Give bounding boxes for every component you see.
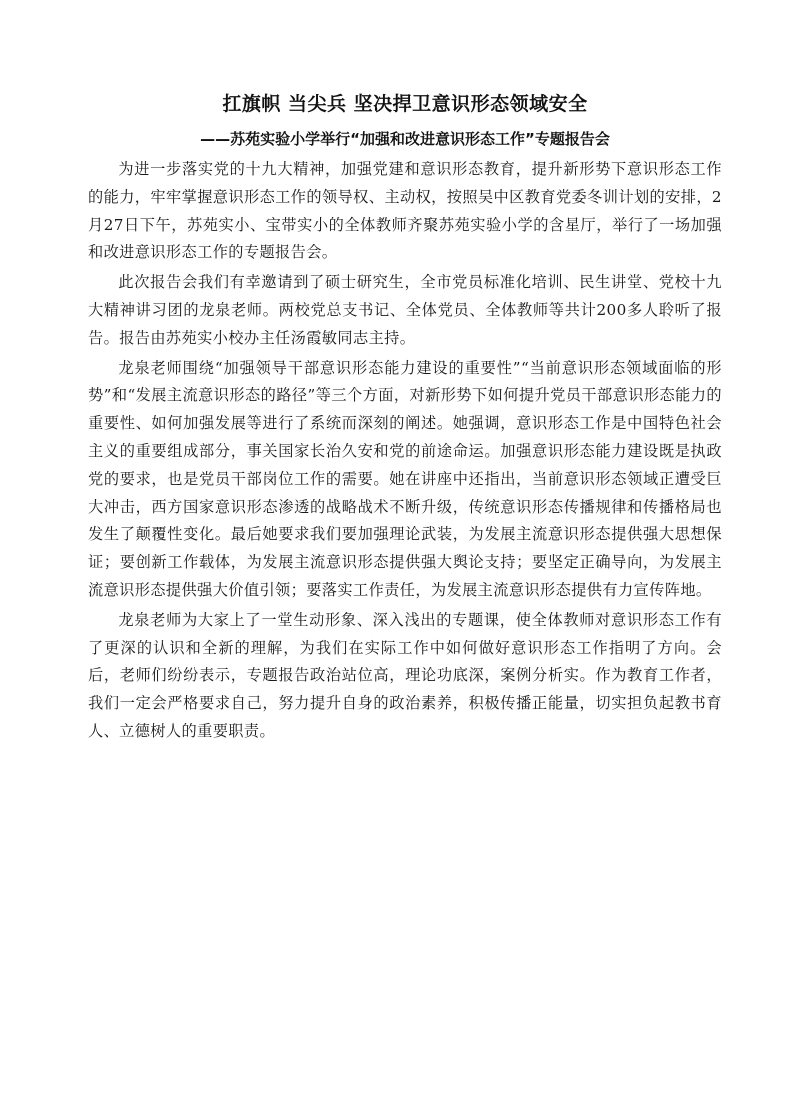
paragraph-content: 龙泉老师围绕“加强领导干部意识形态能力建设的重要性”“当前意识形态领域面临的形势”和“发展主流意识形态的路径”等三个方面，对新形势下如何提升党员干部意识形态能力的重要性、如何加强发展等进行了系统而深刻的阐述。她强调，意识形态工作是中国特色社会主义的重要组成部分，事关国家长治久安和党的前途命运。加强意识形态能力建设既是执政党的要求，也是党员干部岗位工作的需要。她在讲座中还指出，当前意识形态领域正遭受巨大冲击，西方国家意识形态渗透的战略战术不断升级，传统意识形态传播规律和传播格局也发生了颠覆性变化。最后她要求我们要加强理论武装，为发展主流意识形态提供强大思想保证；要创新工作载体，为发展主流意识形态提供强大舆论支持；要坚定正确导向，为发展主流意识形态提供强大价值引领；要落实工作责任，为发展主流意识形态提供有力宣传阵地。 [88,358,722,599]
paragraph-intro: 为进一步落实党的十九大精神，加强党建和意识形态教育，提升新形势下意识形态工作的能力，牢牢掌握意识形态工作的领导权、主动权，按照吴中区教育党委冬训计划的安排，2月27日下午，苏苑实小、宝带实小的全体教师齐聚苏苑实验小学的含星厅，举行了一场加强和改进意识形态工作的专题报告会。 [88,160,722,262]
document-subtitle: ——苏苑实验小学举行“加强和改进意识形态工作”专题报告会 [200,130,610,148]
document-title: 扛旗帜 当尖兵 坚决捍卫意识形态领域安全 [222,93,588,115]
document-body [88,90,722,748]
paragraph-conclusion: 龙泉老师为大家上了一堂生动形象、深入浅出的专题课，使全体教师对意识形态工作有了更深的认识和全新的理解，为我们在实际工作中如何做好意识形态工作指明了方向。会后，老师们纷纷表示，专题报告政治站位高，理论功底深，案例分析实。作为教育工作者，我们一定会严格要求自己，努力提升自身的政治素养，积极传播正能量，切实担负起教书育人、立德树人的重要职责。 [88,610,722,740]
paragraph-speaker: 此次报告会我们有幸邀请到了硕士研究生，全市党员标准化培训、民生讲堂、党校十九大精神讲习团的龙泉老师。两校党总支书记、全体党员、全体教师等共计200多人聆听了报告。报告由苏苑实小校办主任汤霞敏同志主持。 [88,273,722,347]
